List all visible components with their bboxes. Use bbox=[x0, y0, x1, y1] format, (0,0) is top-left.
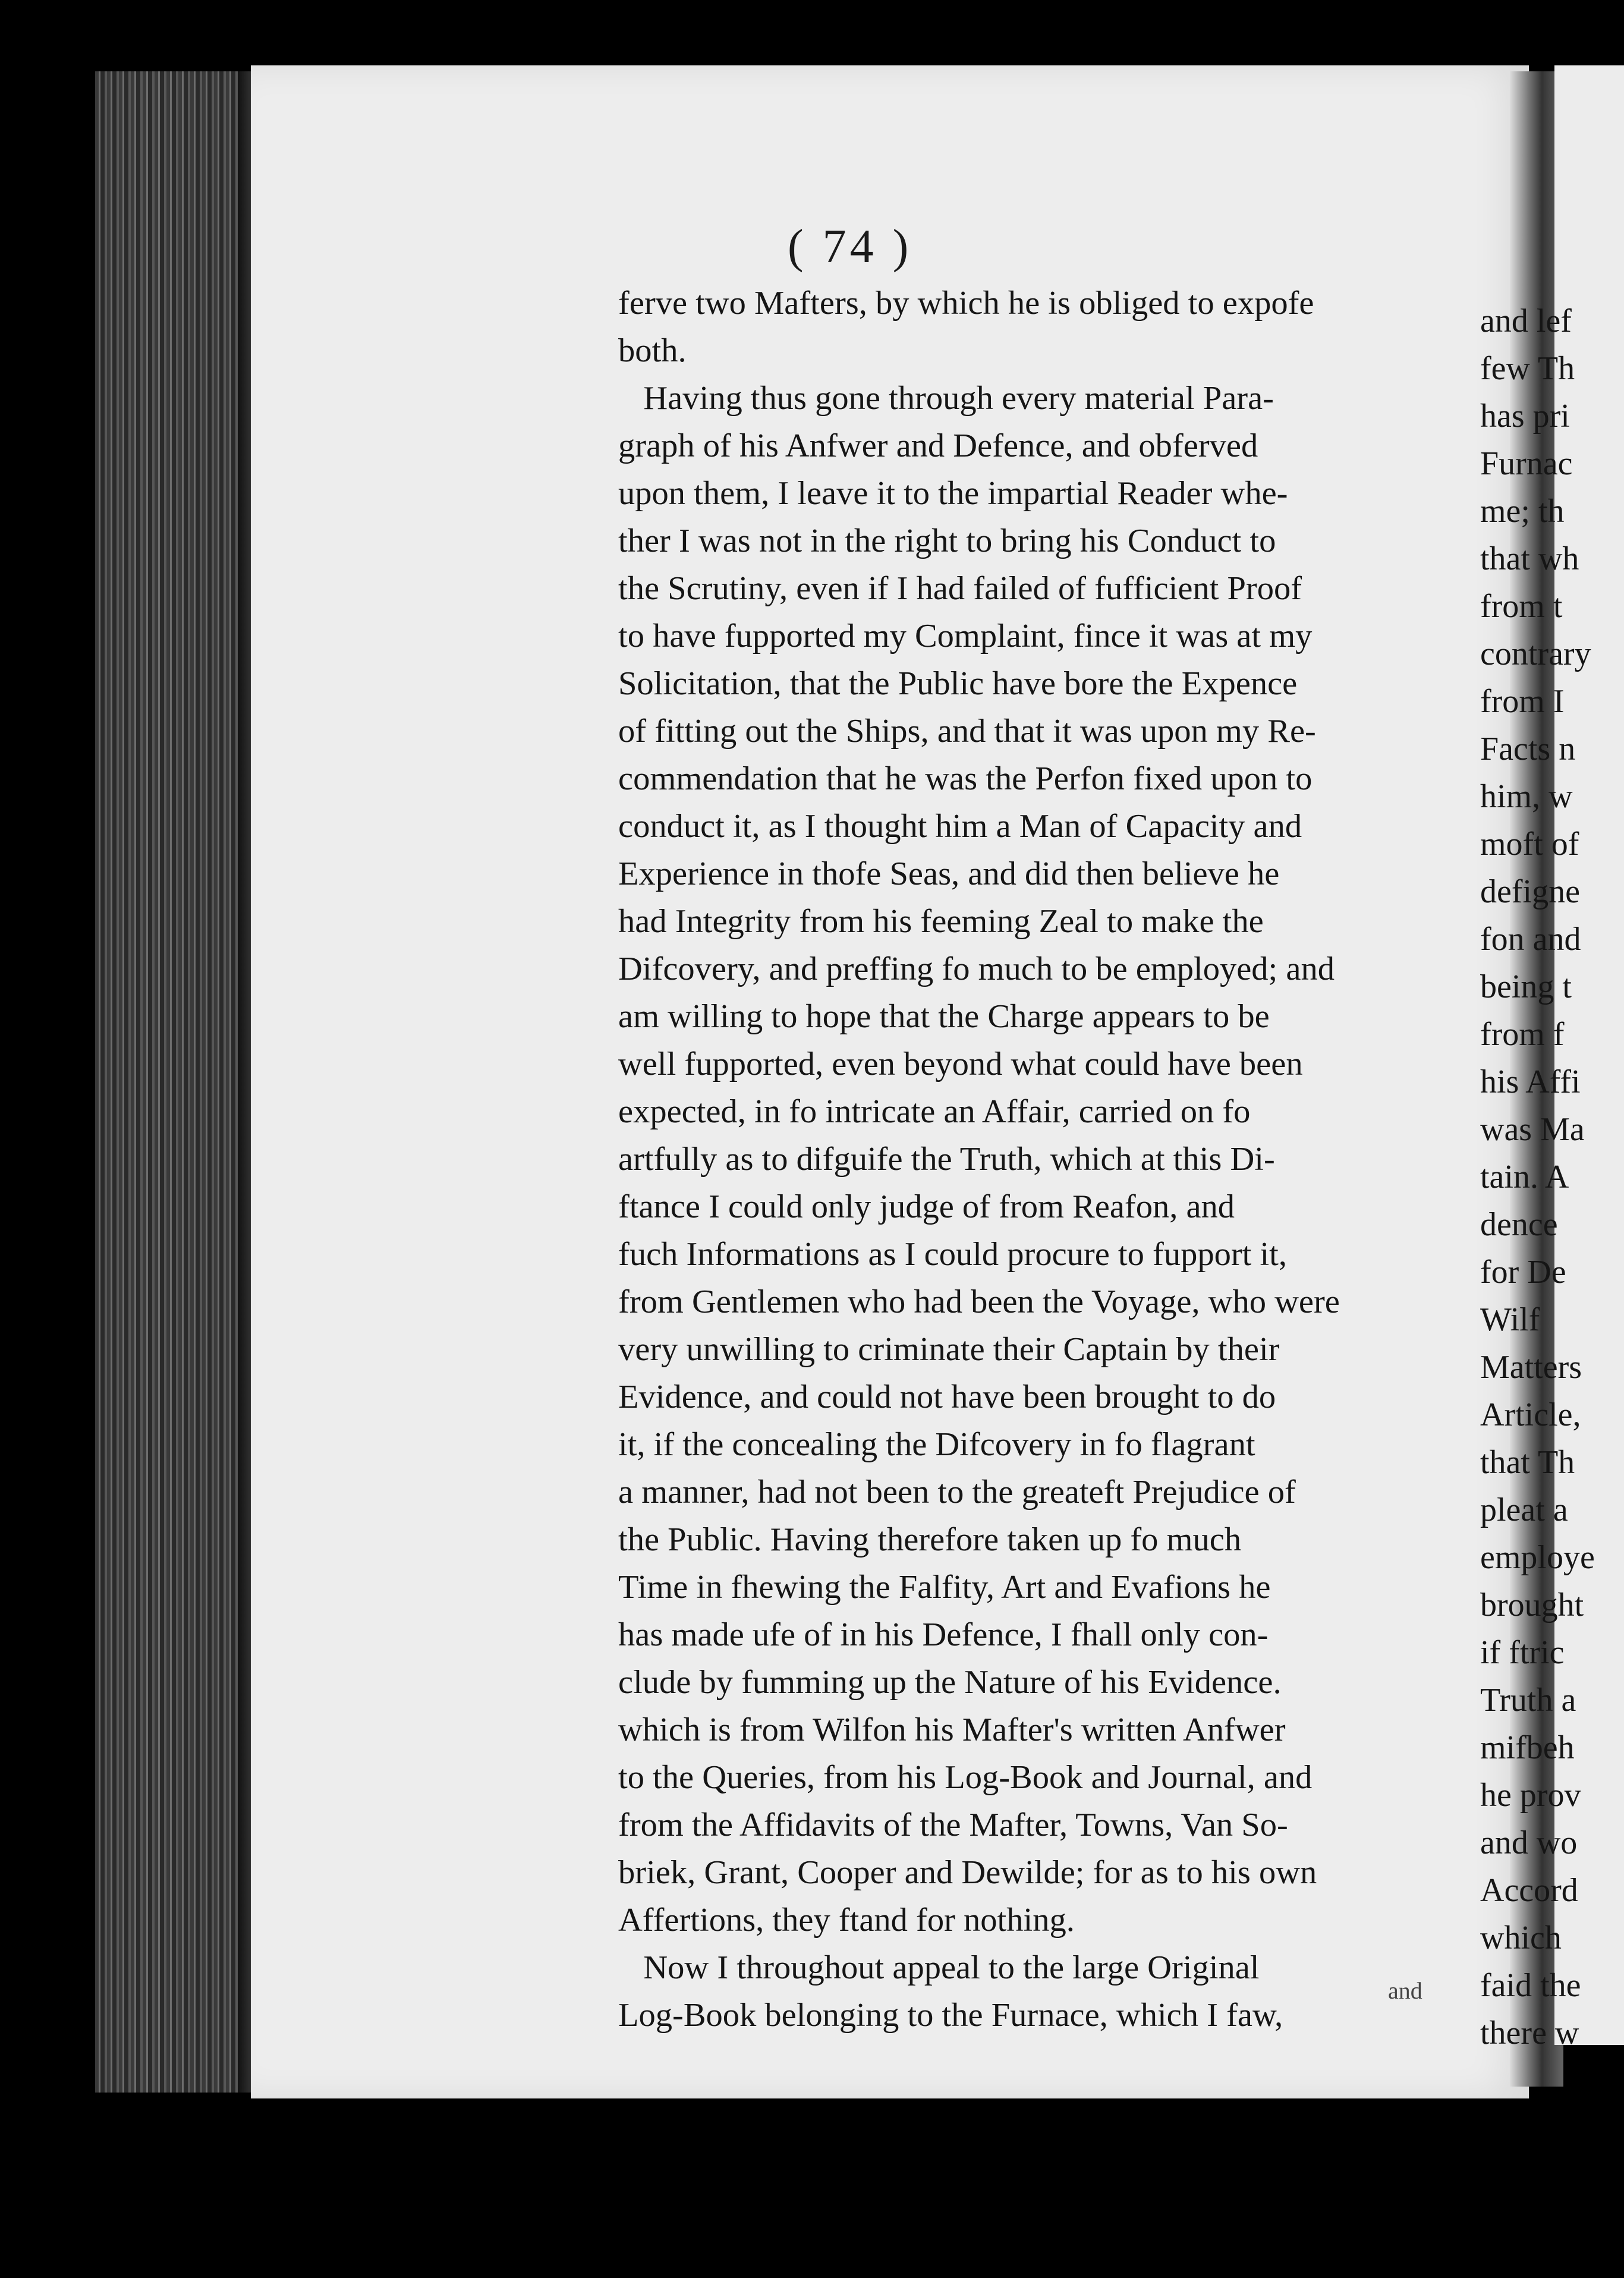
text-line: the Scrutiny, even if I had failed of fufficient Proof bbox=[618, 570, 1302, 607]
text-line: clude by fumming up the Nature of his Evidence. bbox=[618, 1664, 1282, 1701]
text-line: expected, in fo intricate an Affair, carried on fo bbox=[618, 1093, 1251, 1130]
text-fragment: if ftric bbox=[1480, 1634, 1565, 1671]
text-fragment: Matters bbox=[1480, 1349, 1582, 1386]
text-fragment: from I bbox=[1480, 683, 1565, 720]
text-line: Having thus gone through every material Para- bbox=[618, 380, 1274, 417]
text-line: fuch Informations as I could procure to fupport it, bbox=[618, 1236, 1287, 1273]
text-fragment: his Affi bbox=[1480, 1064, 1581, 1100]
text-fragment: employe bbox=[1480, 1539, 1595, 1576]
right-page-text bbox=[1480, 297, 1623, 2057]
text-fragment: defigne bbox=[1480, 873, 1580, 910]
text-fragment: pleat a bbox=[1480, 1492, 1568, 1528]
text-fragment: Truth a bbox=[1480, 1682, 1576, 1719]
text-fragment: brought bbox=[1480, 1587, 1584, 1623]
text-line: Difcovery, and preffing fo much to be employed; and bbox=[618, 951, 1335, 987]
text-line: to have fupported my Complaint, fince it was at my bbox=[618, 618, 1313, 655]
text-line: ther I was not in the right to bring his Conduct to bbox=[618, 523, 1276, 559]
text-line: graph of his Anfwer and Defence, and obferved bbox=[618, 427, 1258, 464]
text-fragment: contrary bbox=[1480, 635, 1591, 672]
text-fragment: few Th bbox=[1480, 350, 1575, 387]
text-line: to the Queries, from his Log-Book and Journal, and bbox=[618, 1759, 1313, 1796]
text-line: am willing to hope that the Charge appears to be bbox=[618, 998, 1270, 1035]
text-line: Evidence, and could not have been brought to do bbox=[618, 1379, 1276, 1415]
text-line: Experience in thofe Seas, and did then believe he bbox=[618, 855, 1280, 892]
text-fragment: Furnac bbox=[1480, 445, 1573, 482]
text-fragment: and wo bbox=[1480, 1824, 1578, 1861]
text-line: which is from Wilfon his Mafter's written Anfwer bbox=[618, 1711, 1286, 1748]
text-fragment: for De bbox=[1480, 1254, 1566, 1291]
text-fragment: was Ma bbox=[1480, 1111, 1585, 1148]
text-fragment: mifbeh bbox=[1480, 1729, 1575, 1766]
text-line: conduct it, as I thought him a Man of Capacity and bbox=[618, 808, 1302, 845]
text-fragment: has pri bbox=[1480, 398, 1570, 435]
text-fragment: from t bbox=[1480, 588, 1563, 625]
text-fragment: being t bbox=[1480, 968, 1572, 1005]
catchword: and bbox=[1388, 1977, 1422, 2004]
text-fragment: there w bbox=[1480, 2015, 1579, 2052]
text-fragment: fon and bbox=[1480, 921, 1581, 958]
text-fragment: from f bbox=[1480, 1016, 1565, 1053]
text-line: upon them, I leave it to the impartial Reader whe- bbox=[618, 475, 1288, 512]
text-fragment: me; th bbox=[1480, 493, 1565, 530]
text-line: a manner, had not been to the greateft Prejudice of bbox=[618, 1474, 1296, 1511]
text-line: Affertions, they ftand for nothing. bbox=[618, 1902, 1075, 1939]
text-line: Log-Book belonging to the Furnace, which I faw, bbox=[618, 1997, 1283, 2034]
text-line: has made ufe of in his Defence, I fhall only con- bbox=[618, 1616, 1269, 1653]
text-line: ferve two Mafters, by which he is obliged to expofe bbox=[618, 285, 1314, 322]
text-fragment: which bbox=[1480, 1920, 1562, 1956]
text-line: ftance I could only judge of from Reafon, and bbox=[618, 1188, 1235, 1225]
text-fragment: that Th bbox=[1480, 1444, 1575, 1481]
text-fragment: Wilf bbox=[1480, 1301, 1540, 1338]
text-fragment: Facts n bbox=[1480, 731, 1576, 767]
text-fragment: tain. A bbox=[1480, 1159, 1569, 1195]
text-line: well fupported, even beyond what could have been bbox=[618, 1046, 1303, 1083]
left-page-text bbox=[618, 279, 1412, 2039]
text-line: both. bbox=[618, 332, 687, 369]
text-line: briek, Grant, Cooper and Dewilde; for as to his own bbox=[618, 1854, 1317, 1891]
text-fragment: that wh bbox=[1480, 540, 1579, 577]
text-line: it, if the concealing the Difcovery in fo flagrant bbox=[618, 1426, 1255, 1463]
text-line: Time in fhewing the Falfity, Art and Evafions he bbox=[618, 1569, 1271, 1606]
text-line: had Integrity from his feeming Zeal to make the bbox=[618, 903, 1264, 940]
text-line: the Public. Having therefore taken up fo much bbox=[618, 1521, 1242, 1558]
text-fragment: and lef bbox=[1480, 303, 1572, 339]
text-fragment: Article, bbox=[1480, 1396, 1581, 1433]
text-fragment: he prov bbox=[1480, 1777, 1581, 1814]
text-line: commendation that he was the Perfon fixed upon to bbox=[618, 760, 1313, 797]
text-line: artfully as to difguife the Truth, which at this Di- bbox=[618, 1141, 1275, 1178]
page-edges bbox=[95, 71, 256, 2093]
text-line: Solicitation, that the Public have bore the Expence bbox=[618, 665, 1298, 702]
text-line: Now I throughout appeal to the large Original bbox=[618, 1949, 1260, 1986]
text-fragment: him, w bbox=[1480, 778, 1573, 815]
text-line: from Gentlemen who had been the Voyage, who were bbox=[618, 1283, 1340, 1320]
text-fragment: dence bbox=[1480, 1206, 1558, 1243]
text-fragment: faid the bbox=[1480, 1967, 1581, 2004]
text-line: very unwilling to criminate their Captain by their bbox=[618, 1331, 1280, 1368]
page-number: ( 74 ) bbox=[788, 221, 912, 273]
text-line: of fitting out the Ships, and that it was upon my Re- bbox=[618, 713, 1316, 750]
text-fragment: Accord bbox=[1480, 1872, 1578, 1909]
text-line: from the Affidavits of the Mafter, Towns, Van So- bbox=[618, 1807, 1288, 1843]
text-fragment: moft of bbox=[1480, 826, 1579, 863]
